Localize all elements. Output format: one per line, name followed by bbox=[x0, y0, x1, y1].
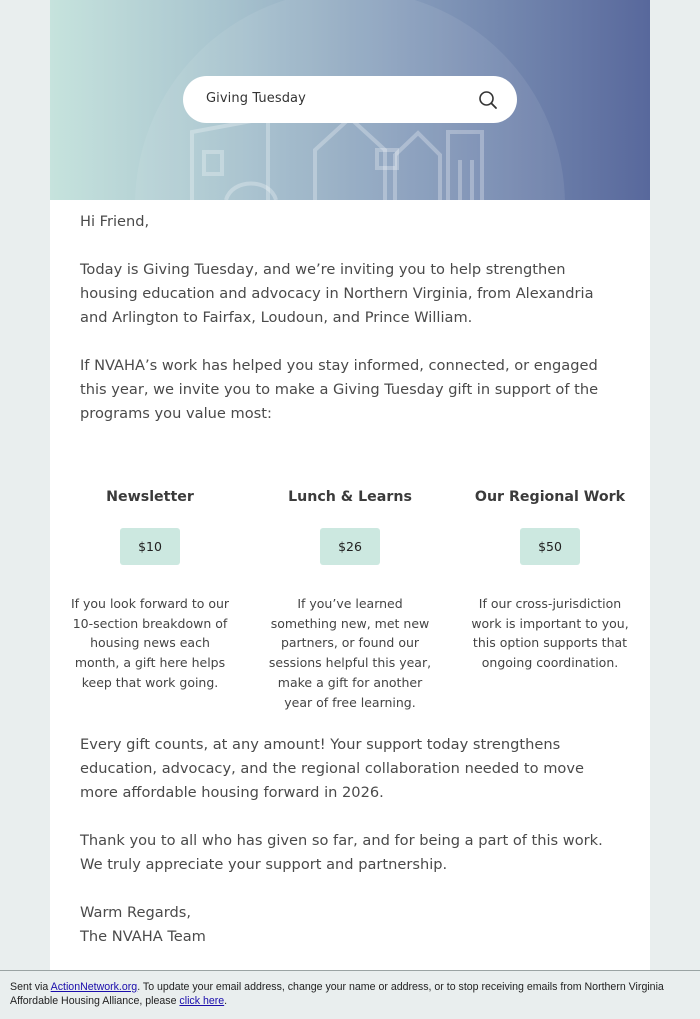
invite-paragraph: If NVAHA’s work has helped you stay informed, connected, or engaged this year, we invite you to make a Giving Tuesday gift in support of the programs you value most: bbox=[80, 357, 599, 422]
donate-50-button[interactable]: $50 bbox=[520, 528, 580, 565]
gift-option-newsletter bbox=[65, 486, 235, 693]
gift-option-title: Our Regional Work bbox=[474, 489, 626, 505]
unsubscribe-link[interactable]: click here bbox=[179, 995, 225, 1007]
email-footer bbox=[0, 970, 700, 1019]
thanks-paragraph: Thank you to all who has given so far, and for being a part of this work. We truly appreciate your support and partnership. bbox=[80, 832, 603, 873]
donate-10-button[interactable]: $10 bbox=[120, 528, 180, 565]
gift-option-title: Newsletter bbox=[106, 489, 194, 505]
gift-option-description: If you’ve learned something new, met new partners, or found our sessions helpful this year, make a gift for another year of free learning. bbox=[268, 596, 432, 710]
greeting: Hi Friend, bbox=[80, 213, 150, 230]
gift-option-regional-work bbox=[465, 486, 635, 673]
search-text: Giving Tuesday bbox=[206, 91, 306, 106]
email-card bbox=[50, 0, 650, 970]
every-gift-paragraph: Every gift counts, at any amount! Your support today strengthens education, advocacy, and the regional collaboration needed to move more affordable housing forward in 2026. bbox=[80, 736, 584, 801]
action-network-link[interactable]: ActionNetwork.org bbox=[50, 981, 138, 993]
footer-sent-via: Sent via bbox=[10, 981, 51, 993]
search-icon[interactable] bbox=[477, 89, 499, 111]
signature: The NVAHA Team bbox=[80, 928, 206, 945]
gift-option-description: If our cross-jurisdiction work is important to you, this option supports that ongoing coordination. bbox=[471, 596, 629, 671]
gift-option-description: If you look forward to our 10-section breakdown of housing news each month, a gift here helps keep that work going. bbox=[70, 596, 230, 690]
intro-paragraph: Today is Giving Tuesday, and we’re inviting you to help strengthen housing education and advocacy in Northern Virginia, from Alexandria and Arlington to Fairfax, Loudoun, and Prince William. bbox=[80, 261, 594, 326]
gift-option-title: Lunch & Learns bbox=[288, 489, 412, 505]
footer-end: . bbox=[224, 995, 228, 1007]
donate-26-button[interactable]: $26 bbox=[320, 528, 380, 565]
search-bar[interactable] bbox=[183, 76, 517, 123]
gift-option-lunch-and-learns bbox=[265, 486, 435, 712]
hero-banner bbox=[50, 0, 650, 200]
footer-text: . To update your email address, change your name or address, or to stop receiving emails from Northern Virginia Affordable Housing Alliance, please bbox=[10, 981, 664, 1007]
sign-off: Warm Regards, bbox=[80, 904, 191, 921]
